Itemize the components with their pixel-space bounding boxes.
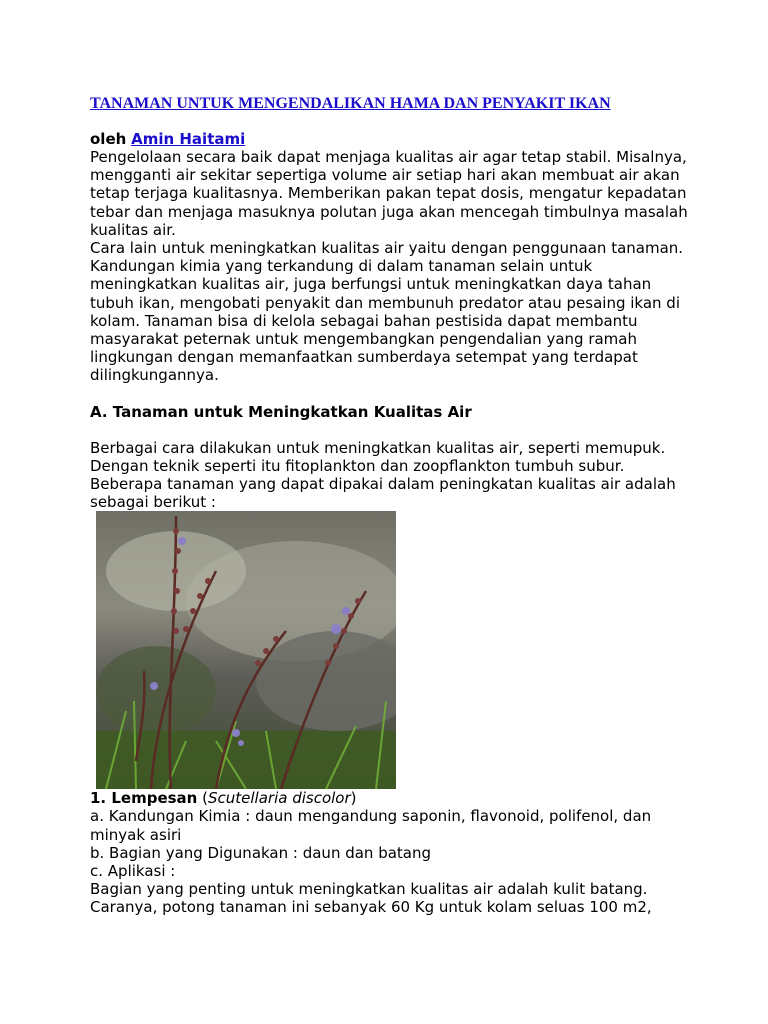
plant-1-application-label: c. Aplikasi :	[90, 862, 176, 881]
plant-1-name: 1. Lempesan	[90, 789, 198, 808]
plant-1-application-text: Bagian yang penting untuk meningkatkan kualitas air adalah kulit batang. Caranya, potong tanaman ini sebanyak 60 Kg untuk kolam seluas 100 m2,	[90, 880, 652, 917]
author-line	[90, 130, 690, 148]
article-body	[90, 93, 690, 917]
plant-photo	[96, 511, 396, 789]
plant-1-paren-open: (	[197, 789, 208, 808]
article-title-link[interactable]: TANAMAN UNTUK MENGENDALIKAN HAMA DAN PENYAKIT IKAN	[90, 95, 611, 112]
plant-1-chemistry: a. Kandungan Kimia : daun mengandung saponin, flavonoid, polifenol, dan minyak asiri	[90, 807, 652, 844]
intro-paragraph-1: Pengelolaan secara baik dapat menjaga kualitas air agar tetap stabil. Misalnya, mengganti air sekitar sepertiga volume air setiap hari akan membuat air akan tetap terjaga kualitasnya. Memberikan pakan tepat dosis, mengatur kepadatan tebar dan menjaga masuknya polutan juga akan mencegah timbulnya masalah kualitas air.	[90, 148, 688, 239]
plant-1-latin: Scutellaria discolor	[207, 789, 351, 808]
intro-paragraph-2: Cara lain untuk meningkatkan kualitas air yaitu dengan penggunaan tanaman. Kandungan kimia yang terkandung di dalam tanaman selain untuk meningkatkan kualitas air, juga berfungsi untuk meningkatkan daya tahan tubuh ikan, mengobati penyakit dan membunuh predator atau pesaing ikan di kolam. Tanaman bisa di kelola sebagai bahan pestisida dapat membantu masyarakat peternak untuk mengembangkan pengendalian yang ramah lingkungan dengan memanfaatkan sumberdaya setempat yang terdapat dilingkungannya.	[90, 239, 684, 385]
plant-1-paren-close: )	[350, 789, 357, 808]
author-link[interactable]: Amin Haitami	[131, 130, 246, 148]
section-a-heading: A. Tanaman untuk Meningkatkan Kualitas Air	[90, 402, 472, 421]
author-prefix: oleh	[90, 130, 127, 148]
plant-1-title	[90, 789, 690, 807]
section-a-paragraph: Berbagai cara dilakukan untuk meningkatkan kualitas air, seperti memupuk. Dengan teknik seperti itu fitoplankton dan zoopflankton tumbuh subur. Beberapa tanaman yang dapat dipakai dalam peningkatan kualitas air adalah sebagai berikut :	[90, 438, 676, 512]
plant-1-parts: b. Bagian yang Digunakan : daun dan batang	[90, 843, 432, 862]
